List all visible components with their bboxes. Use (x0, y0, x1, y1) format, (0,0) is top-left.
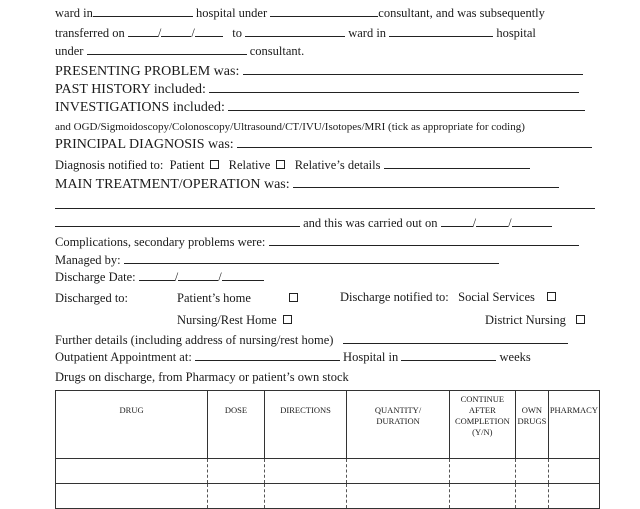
further-details-field[interactable] (343, 333, 568, 344)
day-field[interactable] (128, 26, 158, 37)
month-field[interactable] (476, 216, 508, 227)
label: Patient’s home (177, 291, 251, 305)
managed-by-row (55, 253, 499, 268)
nursing-checkbox[interactable] (283, 315, 292, 324)
discharged-to-label: Discharged to: (55, 291, 129, 305)
transfer-line-1 (55, 6, 545, 21)
district-option (485, 313, 585, 328)
treatment-row (55, 177, 559, 193)
table-row (56, 484, 600, 509)
col-directions: DIRECTIONS (264, 391, 347, 459)
col-continue: CONTINUE AFTER COMPLETION (Y/N) (449, 391, 515, 459)
label: consultant, and was subsequently (378, 6, 545, 20)
district-checkbox[interactable] (576, 315, 585, 324)
day-field[interactable] (441, 216, 473, 227)
complications-field[interactable] (269, 235, 579, 246)
home-option (177, 291, 298, 306)
treatment-field[interactable] (293, 177, 559, 188)
label: and this was carried out on (303, 216, 438, 230)
label: under (55, 44, 84, 58)
label: MAIN TREATMENT/OPERATION was: (55, 177, 290, 192)
consultant-field[interactable] (270, 6, 378, 17)
label: District Nursing (485, 313, 566, 327)
home-checkbox[interactable] (289, 293, 298, 302)
year-field[interactable] (512, 216, 552, 227)
nursing-option (177, 313, 292, 328)
drugs-table (55, 390, 600, 509)
label: Discharge notified to: (340, 290, 449, 304)
table-header (56, 391, 600, 459)
presenting-row (55, 64, 583, 80)
year-field[interactable] (195, 26, 223, 37)
label: weeks (499, 350, 531, 364)
transfer-line-3 (55, 44, 304, 59)
managed-by-field[interactable] (124, 253, 499, 264)
label: Complications, secondary problems were: (55, 235, 266, 249)
label: Social Services (458, 290, 535, 304)
label: PRESENTING PROBLEM was: (55, 64, 240, 79)
label: Discharge Date: (55, 270, 136, 284)
label: ward in (348, 26, 387, 40)
ward-field[interactable] (93, 6, 193, 17)
relative-checkbox[interactable] (276, 160, 285, 169)
label: hospital under (195, 6, 268, 20)
label: consultant. (249, 44, 305, 58)
year-field[interactable] (222, 270, 264, 281)
cell[interactable] (548, 484, 599, 509)
diagnosis-field[interactable] (237, 137, 592, 148)
col-pharmacy: PHARMACY (548, 391, 599, 459)
cell[interactable] (449, 484, 515, 509)
outpatient-row (55, 350, 531, 365)
treatment-field-3[interactable] (55, 216, 300, 227)
carried-out-row: and this was carried out on / / (55, 216, 552, 231)
drugs-title: Drugs on discharge, from Pharmacy or patient’s own stock (55, 370, 349, 384)
discharge-date-row: Discharge Date: / / (55, 270, 264, 285)
cell[interactable] (516, 484, 549, 509)
diagnosis-row (55, 137, 592, 153)
label: Nursing/Rest Home (177, 313, 277, 327)
investigation-types: and OGD/Sigmoidoscopy/Colonoscopy/Ultrasound/CT/IVU/Isotopes/MRI (tick as appropriate for coding) (55, 121, 525, 133)
social-option (340, 290, 556, 305)
label: Relative (228, 158, 271, 172)
label: Further details (including address of nursing/rest home) (55, 333, 334, 347)
label: Diagnosis notified to: (55, 158, 164, 172)
investigations-row (55, 100, 585, 116)
cell[interactable] (208, 484, 265, 509)
treatment-field-2[interactable] (55, 198, 595, 209)
label: Hospital in (343, 350, 399, 364)
ward-field[interactable] (245, 26, 345, 37)
diagnosis-notified-row (55, 158, 530, 173)
weeks-field[interactable] (401, 350, 496, 361)
label: Patient (169, 158, 205, 172)
label: PAST HISTORY included: (55, 82, 206, 97)
past-history-row (55, 82, 579, 98)
col-dose: DOSE (208, 391, 265, 459)
investigations-field[interactable] (228, 100, 585, 111)
cell[interactable] (347, 484, 449, 509)
transfer-line-2: transferred on / / to ward in hospital (55, 26, 536, 40)
col-quantity: QUANTITY/ DURATION (347, 391, 449, 459)
consultant-field[interactable] (87, 44, 247, 55)
hospital-field[interactable] (389, 26, 493, 37)
patient-checkbox[interactable] (210, 160, 219, 169)
month-field[interactable] (178, 270, 218, 281)
day-field[interactable] (139, 270, 175, 281)
label: to (232, 26, 242, 40)
label: PRINCIPAL DIAGNOSIS was: (55, 137, 234, 152)
social-checkbox[interactable] (547, 292, 556, 301)
past-history-field[interactable] (209, 82, 579, 93)
cell[interactable] (56, 484, 208, 509)
further-details-row (55, 333, 568, 348)
month-field[interactable] (161, 26, 191, 37)
relatives-details-field[interactable] (384, 158, 530, 169)
label: ward in (55, 6, 93, 20)
outpatient-field[interactable] (195, 350, 340, 361)
col-drug: DRUG (56, 391, 208, 459)
complications-row (55, 235, 579, 250)
label: Relative’s details (294, 158, 381, 172)
label: INVESTIGATIONS included: (55, 100, 225, 115)
label: Outpatient Appointment at: (55, 350, 192, 364)
presenting-field[interactable] (243, 64, 583, 75)
label: hospital (496, 26, 536, 40)
treatment-continuation (55, 198, 595, 213)
label: transferred on (55, 26, 125, 40)
col-own-drugs: OWN DRUGS (516, 391, 549, 459)
cell[interactable] (264, 484, 347, 509)
label: Managed by: (55, 253, 121, 267)
